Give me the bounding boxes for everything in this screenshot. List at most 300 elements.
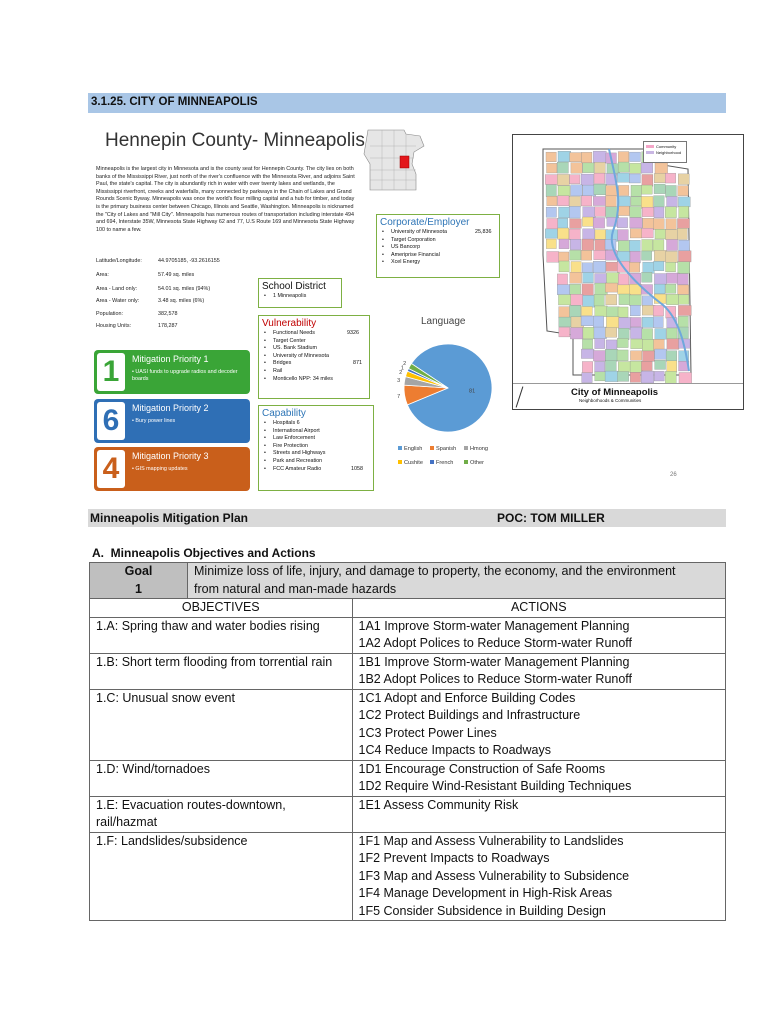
mitigation-priority-3: [94, 447, 250, 491]
neighborhood-cell: [559, 307, 570, 318]
priority-number: 4: [97, 450, 125, 488]
actions-cell: [352, 653, 725, 689]
stat-area: Area: 57.49 sq. miles: [96, 272, 195, 278]
neighborhood-cell: [570, 250, 581, 260]
vulnerability-item: • Monticello NPP: 34 miles: [263, 376, 369, 384]
neighborhood-cell: [654, 261, 664, 271]
vulnerability-item: • Rail: [263, 368, 369, 376]
neighborhoods-map: [512, 134, 744, 410]
neighborhood-cell: [641, 361, 652, 370]
plan-header: [88, 509, 726, 527]
legend-other: Other: [464, 460, 484, 466]
neighborhood-cell: [605, 349, 617, 361]
corporate-title: Corporate/Employer: [380, 217, 470, 228]
objective-row: [90, 689, 725, 760]
neighborhood-cell: [665, 371, 676, 383]
neighborhood-cell: [582, 217, 593, 226]
neighborhood-cell: [583, 229, 595, 240]
neighborhood-cell: [667, 196, 678, 207]
neighborhood-cell: [618, 206, 629, 215]
actions-cell: [352, 760, 725, 796]
neighborhood-cell: [559, 239, 569, 249]
neighborhood-cell: [654, 219, 665, 230]
goal-row: [90, 563, 726, 599]
neighborhood-cell: [643, 218, 654, 229]
neighborhood-cell: [642, 329, 653, 341]
neighborhood-cell: [666, 251, 678, 262]
neighborhood-cell: [667, 239, 678, 250]
hennepin-county-highlight: [400, 156, 409, 168]
neighborhood-cell: [593, 151, 606, 163]
action-item: 1D1 Encourage Construction of Safe Rooms: [358, 761, 606, 776]
action-item: 1B1 Improve Storm-water Management Planning: [358, 654, 630, 669]
action-item: 1C4 Reduce Impacts to Roadways: [358, 743, 551, 757]
neighborhood-cell: [678, 316, 688, 327]
neighborhood-cell: [655, 329, 666, 340]
neighborhood-cell: [629, 240, 640, 251]
neighborhood-cell: [618, 285, 630, 294]
actions-column-header: ACTIONS: [510, 600, 567, 614]
objective-cell: [90, 796, 352, 832]
neighborhood-cell: [654, 196, 664, 208]
action-item: 1A1 Improve Storm-water Management Planning: [358, 618, 630, 633]
language-chart: [396, 316, 516, 476]
legend-hmong: Hmong: [464, 446, 488, 452]
neighborhood-cell: [605, 283, 617, 292]
vulnerability-item: • Functional Needs 9326: [263, 330, 369, 338]
neighborhood-polygons: [513, 135, 743, 409]
neighborhood-cell: [606, 294, 617, 305]
neighborhood-cell: [559, 261, 569, 272]
neighborhood-cell: [642, 207, 653, 216]
neighborhood-cell: [666, 294, 678, 304]
neighborhood-cell: [654, 184, 665, 194]
neighborhood-cell: [547, 196, 557, 205]
county-infographic: [88, 116, 726, 494]
legend-spanish: Spanish: [430, 446, 456, 452]
capability-item: • Park and Recreation: [263, 458, 373, 466]
neighborhood-cell: [629, 152, 640, 161]
neighborhood-cell: [641, 185, 652, 194]
neighborhood-cell: [569, 305, 580, 317]
neighborhood-cell: [593, 351, 605, 361]
neighborhood-cell: [677, 228, 687, 239]
action-item: 1F5 Consider Subsidence in Building Design: [358, 903, 606, 918]
neighborhood-cell: [617, 338, 628, 347]
corporate-item: • Ameriprise Financial: [381, 252, 499, 260]
action-item: 1D2 Require Wind-Resistant Building Techniques: [358, 779, 632, 793]
capability-item: • Streets and Highways: [263, 450, 373, 458]
neighborhood-cell: [581, 174, 593, 186]
neighborhood-cell: [643, 351, 655, 361]
neighborhood-cell: [679, 240, 690, 251]
corporate-item: • Xcel Energy: [381, 259, 499, 267]
objectives-column-header: OBJECTIVES: [90, 599, 352, 617]
neighborhood-cell: [594, 294, 604, 306]
neighborhood-cell: [629, 174, 640, 183]
neighborhood-cell: [583, 327, 594, 339]
neighborhood-cell: [630, 218, 642, 228]
school-district-box: [258, 278, 342, 308]
neighborhood-cell: [594, 184, 607, 195]
action-item: 1E1 Assess Community Risk: [358, 797, 519, 812]
neighborhood-cell: [655, 229, 666, 239]
priority-title: Mitigation Priority 3: [132, 451, 209, 461]
neighborhood-cell: [630, 327, 642, 338]
neighborhood-cell: [595, 361, 605, 372]
actions-cell: [352, 832, 725, 920]
priority-number: 1: [97, 353, 125, 391]
priority-desc: • UASI funds to upgrade radios and decoder boards: [132, 369, 238, 382]
neighborhood-cell: [666, 284, 676, 293]
neighborhood-cell: [593, 196, 606, 205]
neighborhood-cell: [630, 206, 642, 217]
neighborhood-cell: [643, 262, 655, 273]
neighborhood-cell: [617, 350, 628, 361]
neighborhood-cell: [654, 274, 666, 285]
state-locator-map: [360, 124, 432, 196]
neighborhood-cell: [569, 175, 580, 184]
neighborhood-cell: [619, 317, 632, 329]
neighborhood-cell: [570, 328, 582, 339]
neighborhood-cell: [582, 373, 593, 383]
neighborhood-cell: [630, 351, 641, 360]
chart-title: Language: [421, 316, 466, 327]
corporate-item: • Target Corporation: [381, 237, 499, 245]
neighborhood-cell: [642, 340, 654, 351]
objective-row: [90, 760, 725, 796]
neighborhood-cell: [581, 307, 592, 316]
neighborhood-cell: [678, 251, 691, 262]
capability-item: • Hospitals 6: [263, 420, 373, 428]
objective-text: 1.F: Landslides/subsidence: [96, 833, 248, 848]
neighborhood-cell: [665, 185, 676, 197]
priority-desc: • Bury power lines: [132, 418, 176, 424]
neighborhood-cell: [642, 317, 655, 327]
neighborhood-cell: [617, 371, 628, 381]
neighborhood-cell: [558, 207, 570, 218]
neighborhood-cell: [594, 250, 606, 260]
neighborhood-cell: [545, 229, 557, 238]
map-title: City of Minneapolis: [571, 387, 659, 398]
neighborhood-cell: [546, 239, 556, 249]
infographic-title: Hennepin County- Minneapolis: [105, 130, 365, 151]
neighborhood-cell: [678, 197, 690, 207]
neighborhood-cell: [641, 251, 651, 260]
stat-land: Area - Land only: 54.01 sq. miles (94%): [96, 286, 211, 292]
neighborhood-cell: [606, 340, 617, 349]
neighborhood-cell: [557, 274, 567, 285]
plan-title: Minneapolis Mitigation Plan: [90, 511, 249, 525]
neighborhood-cell: [629, 295, 641, 306]
section-header: 3.1.25. CITY OF MINNEAPOLIS: [88, 93, 726, 113]
legend-english: English: [398, 446, 422, 452]
neighborhood-cell: [630, 317, 641, 326]
stat-water: Area - Water only: 3.48 sq. miles (6%): [96, 298, 205, 304]
neighborhood-cell: [630, 273, 641, 285]
neighborhood-cell: [641, 196, 653, 208]
action-item: 1C2 Protect Buildings and Infrastructure: [358, 708, 581, 722]
neighborhood-cell: [582, 239, 594, 250]
capability-title: Capability: [262, 408, 306, 419]
neighborhood-cell: [571, 262, 581, 273]
neighborhood-cell: [558, 196, 570, 206]
vulnerability-item: • Target Center: [263, 338, 369, 346]
neighborhood-cell: [665, 229, 677, 239]
neighborhood-cell: [618, 152, 629, 164]
neighborhood-cell: [618, 230, 629, 241]
map-legend: Community Neighborhood: [643, 141, 687, 163]
neighborhood-cell: [678, 262, 690, 274]
neighborhood-cell: [558, 218, 568, 229]
priority-title: Mitigation Priority 2: [132, 403, 209, 413]
neighborhood-cell: [631, 339, 643, 349]
neighborhood-cell: [581, 250, 592, 260]
neighborhood-cell: [605, 371, 618, 382]
pie-label-cushite: 2: [399, 369, 403, 376]
neighborhood-cell: [559, 317, 572, 327]
neighborhood-cell: [558, 228, 569, 239]
neighborhood-cell: [630, 372, 640, 382]
capability-box: [258, 405, 374, 491]
neighborhood-cell: [582, 284, 593, 296]
neighborhood-cell: [630, 361, 643, 372]
neighborhood-cell: [606, 262, 618, 271]
neighborhood-cell: [581, 349, 594, 358]
vulnerability-item: • US. Bank Stadium: [263, 345, 369, 353]
vulnerability-box: [258, 315, 370, 399]
neighborhood-cell: [641, 163, 653, 173]
legend-cushite: Cushite: [398, 460, 423, 466]
objective-text: 1.B: Short term flooding from torrential rain: [96, 654, 333, 669]
mitigation-priority-1: [94, 350, 250, 394]
neighborhood-cell: [595, 306, 607, 317]
neighborhood-cell: [631, 197, 642, 206]
corporate-employer-box: [376, 214, 500, 278]
action-item: 1C1 Adopt and Enforce Building Codes: [358, 690, 576, 705]
neighborhood-cell: [558, 186, 570, 196]
neighborhood-cell: [583, 207, 596, 217]
neighborhood-cell: [569, 196, 580, 207]
neighborhood-cell: [617, 173, 629, 182]
priority-title: Mitigation Priority 1: [132, 354, 209, 364]
neighborhood-cell: [569, 229, 580, 240]
neighborhood-cell: [545, 175, 558, 185]
neighborhood-cell: [559, 252, 569, 262]
objective-cell: [90, 617, 352, 653]
legend-french: French: [430, 460, 453, 466]
neighborhood-cell: [619, 294, 630, 305]
neighborhood-cell: [679, 206, 689, 218]
neighborhood-cell: [605, 360, 616, 372]
corporate-item: • US Bancorp: [381, 244, 499, 252]
priority-desc: • GIS mapping updates: [132, 466, 188, 472]
neighborhood-cell: [653, 240, 664, 251]
neighborhood-cell: [677, 274, 688, 285]
neighborhood-cell: [557, 285, 570, 295]
goal-description-cell: Minimize loss of life, injury, and damage to property, the economy, and the environment from natural and man-made hazards: [188, 563, 726, 599]
action-item: 1F4 Manage Development in High-Risk Areas: [358, 886, 613, 900]
objective-cell: [90, 653, 352, 689]
neighborhood-cell: [606, 317, 619, 328]
actions-cell: [352, 617, 725, 653]
neighborhood-cell: [678, 305, 691, 315]
neighborhood-cell: [571, 163, 582, 173]
neighborhood-cell: [655, 163, 668, 174]
neighborhood-cell: [593, 316, 604, 327]
objectives-section-title: A. Minneapolis Objectives and Actions: [92, 546, 316, 560]
neighborhood-cell: [665, 173, 676, 183]
neighborhood-cell: [569, 206, 580, 218]
neighborhood-cell: [618, 307, 628, 317]
neighborhood-cell: [570, 153, 582, 162]
stat-latlong: Latitude/Longitude: 44.9705185, -93.2616155: [96, 258, 220, 264]
neighborhood-cell: [546, 152, 556, 162]
neighborhood-cell: [571, 294, 583, 305]
neighborhood-cell: [546, 207, 556, 217]
objective-text: 1.D: Wind/tornadoes: [96, 761, 210, 776]
action-item: 1F2 Prevent Impacts to Roadways: [358, 851, 550, 865]
pie-label-english: 81: [469, 388, 476, 395]
neighborhood-cell: [619, 185, 629, 195]
neighborhood-cell: [653, 305, 663, 316]
neighborhood-cell: [570, 219, 582, 228]
neighborhood-cell: [617, 218, 627, 228]
priority-number: 6: [97, 402, 125, 440]
neighborhood-cell: [595, 339, 605, 349]
neighborhood-cell: [546, 185, 556, 197]
action-item: 1F3 Map and Assess Vulnerability to Subsidence: [358, 868, 630, 883]
objective-cell: [90, 832, 352, 920]
neighborhood-cell: [582, 263, 592, 273]
school-title: School District: [262, 281, 326, 292]
neighborhood-cell: [595, 372, 606, 381]
neighborhood-cell: [583, 163, 594, 173]
vulnerability-title: Vulnerability: [262, 318, 317, 329]
neighborhood-cell: [593, 261, 606, 272]
capability-item: • International Airport: [263, 428, 373, 436]
neighborhood-cell: [678, 174, 689, 185]
neighborhood-cell: [631, 185, 641, 196]
neighborhood-cell: [677, 219, 689, 229]
neighborhood-cell: [606, 273, 619, 284]
neighborhood-cell: [595, 207, 606, 217]
neighborhood-cell: [570, 284, 581, 294]
neighborhood-cell: [642, 174, 653, 186]
objective-cell: [90, 689, 352, 760]
objective-row: [90, 653, 725, 689]
neighborhood-cell: [642, 239, 653, 251]
neighborhood-cell: [570, 239, 581, 249]
page-number: 26: [670, 472, 677, 478]
capability-item: • Fire Protection: [263, 443, 373, 451]
neighborhood-cell: [654, 371, 664, 381]
objective-text: 1.C: Unusual snow event: [96, 690, 235, 705]
neighborhood-cell: [559, 327, 570, 337]
objectives-table: [89, 562, 726, 921]
neighborhood-cell: [654, 207, 664, 218]
neighborhood-cell: [679, 295, 689, 304]
poc: POC: TOM MILLER: [497, 511, 605, 525]
neighborhood-cell: [605, 239, 616, 250]
neighborhood-cell: [630, 229, 642, 238]
neighborhood-cell: [642, 272, 652, 282]
objective-row: [90, 832, 725, 920]
neighborhood-cell: [653, 317, 663, 328]
neighborhood-cell: [582, 339, 592, 349]
neighborhood-cell: [679, 372, 692, 383]
corporate-item: • University of Minnesota 25,836: [381, 229, 499, 237]
objective-row: [90, 617, 725, 653]
capability-item: • Law Enforcement: [263, 435, 373, 443]
neighborhood-cell: [583, 295, 595, 307]
neighborhood-cell: [654, 250, 666, 261]
objective-row: [90, 796, 725, 832]
neighborhood-cell: [582, 361, 593, 372]
pie-label-other: 2: [403, 361, 407, 367]
neighborhood-cell: [667, 339, 679, 350]
objective-cell: [90, 760, 352, 796]
neighborhood-cell: [642, 228, 654, 238]
neighborhood-cell: [594, 327, 607, 339]
stat-housing: Housing Units: 178,287: [96, 323, 178, 329]
neighborhood-cell: [630, 251, 640, 263]
action-item: 1B2 Adopt Polices to Reduce Storm-water Runoff: [358, 672, 633, 686]
mitigation-priority-2: [94, 399, 250, 443]
actions-cell: [352, 689, 725, 760]
objective-text: rail/hazmat: [96, 815, 158, 829]
neighborhood-cell: [547, 163, 557, 173]
neighborhood-cell: [655, 360, 666, 369]
neighborhood-cell: [641, 371, 654, 383]
neighborhood-cell: [581, 152, 591, 163]
vulnerability-item: • University of Minnesota: [263, 353, 369, 361]
neighborhood-cell: [558, 151, 571, 162]
city-description: Minneapolis is the largest city in Minnesota and is the county seat for Hennepin County. The city lies on both banks of the Mississippi River, just north of the river's confluence with the Minnesota River, and adjoins Saint Paul, the state's capital. The city is abundantly rich in water with over twenty lakes and wetlands, the Mississippi riverfront, creeks and waterfalls, many connected by parkways in the Chain of Lakes and Grand Rounds Scenic Byway. Minneapolis was once the world's flour milling capital and a hub for timber, and today is the primary business center between Chicago, Illinois and Seattle, Washington. Minneapolis is nicknamed the "City of Lakes and "Mill City". Minneapolis has numerous routes of transportation including interstate 494 and 694, Interstate 35W, Minnesota State Highway 62 and 77, U.S Route 169 and Minnesota State Highway 100 to name a few.: [96, 166, 355, 233]
neighborhood-cell: [629, 262, 639, 272]
neighborhood-cell: [547, 251, 559, 262]
neighborhood-cell: [655, 349, 667, 359]
neighborhood-cell: [558, 295, 571, 305]
neighborhood-cell: [642, 296, 652, 307]
action-item: 1A2 Adopt Polices to Reduce Storm-water Runoff: [358, 636, 633, 650]
neighborhood-cell: [618, 241, 631, 253]
neighborhood-cell: [665, 207, 676, 218]
neighborhood-cell: [630, 305, 640, 316]
neighborhood-cell: [666, 262, 676, 272]
capability-item: • FCC Amateur Radio 1058: [263, 466, 373, 474]
neighborhood-cell: [557, 162, 568, 173]
pie-label-hmong: 3: [397, 377, 401, 384]
map-title-block: [513, 383, 743, 409]
neighborhood-cell: [667, 361, 677, 372]
action-item: 1C3 Protect Power Lines: [358, 725, 497, 740]
vulnerability-item: • Bridges 871: [263, 360, 369, 368]
pie-label-french: 1: [400, 365, 404, 372]
neighborhood-cell: [618, 162, 629, 172]
neighborhood-cell: [618, 361, 630, 372]
neighborhood-cell: [594, 162, 605, 173]
actions-cell: [352, 796, 725, 832]
neighborhood-cell: [557, 174, 569, 185]
neighborhood-cell: [618, 274, 629, 285]
pie-label-spanish: 7: [397, 394, 401, 401]
north-arrow-icon: [516, 386, 524, 407]
neighborhood-cell: [678, 186, 689, 196]
pie-chart: [396, 330, 496, 438]
neighborhood-cell: [606, 196, 617, 207]
stat-population: Population: 382,578: [96, 311, 178, 317]
